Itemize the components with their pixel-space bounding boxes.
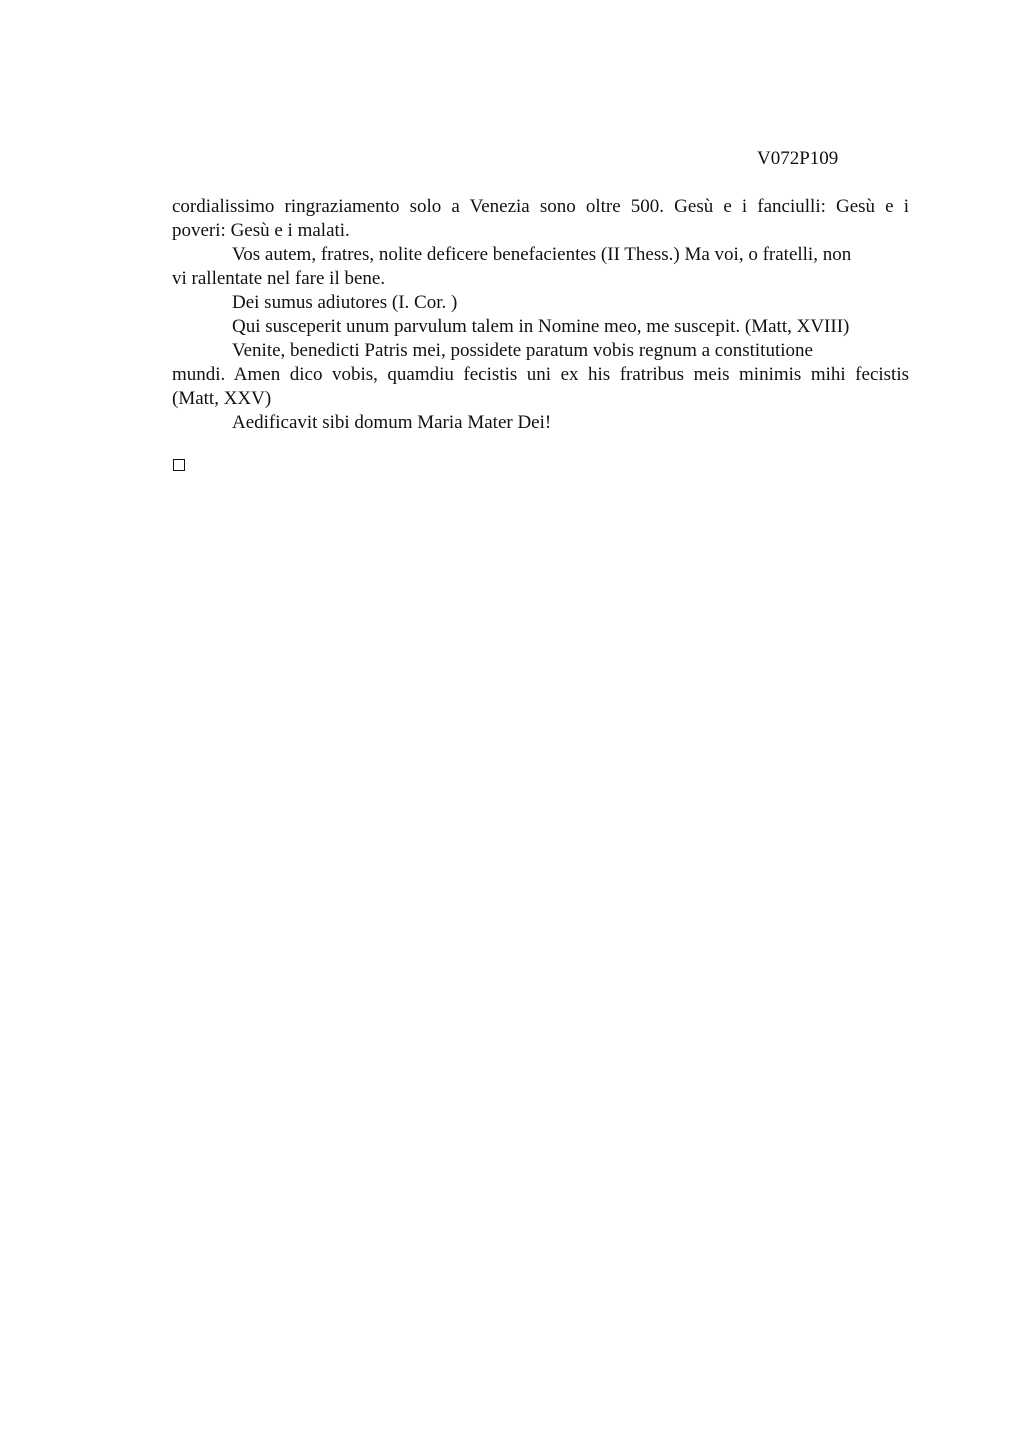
empty-checkbox-icon[interactable] — [173, 459, 185, 471]
text-line: cordialissimo ringraziamento solo a Venezia sono oltre 500. Gesù e i fanciulli: Gesù e i — [172, 196, 909, 217]
text-line: Vos autem, fratres, nolite deficere benefacientes (II Thess.) Ma voi, o fratelli, non — [232, 244, 852, 265]
text-line: Aedificavit sibi domum Maria Mater Dei! — [232, 412, 552, 433]
text-line: mundi. Amen dico vobis, quamdiu fecistis uni ex his fratribus meis minimis mihi fecistis — [172, 364, 909, 385]
text-line: vi rallentate nel fare il bene. — [172, 268, 386, 289]
text-line: (Matt, XXV) — [172, 388, 272, 409]
text-line: Venite, benedicti Patris mei, possidete paratum vobis regnum a constitutione — [232, 340, 813, 361]
page-identifier: V072P109 — [757, 148, 839, 169]
document-body — [172, 195, 909, 435]
text-line: Qui susceperit unum parvulum talem in Nomine meo, me suscepit. (Matt, XVIII) — [232, 316, 850, 337]
text-line: poveri: Gesù e i malati. — [172, 220, 350, 241]
text-line: Dei sumus adiutores (I. Cor. ) — [232, 292, 458, 313]
